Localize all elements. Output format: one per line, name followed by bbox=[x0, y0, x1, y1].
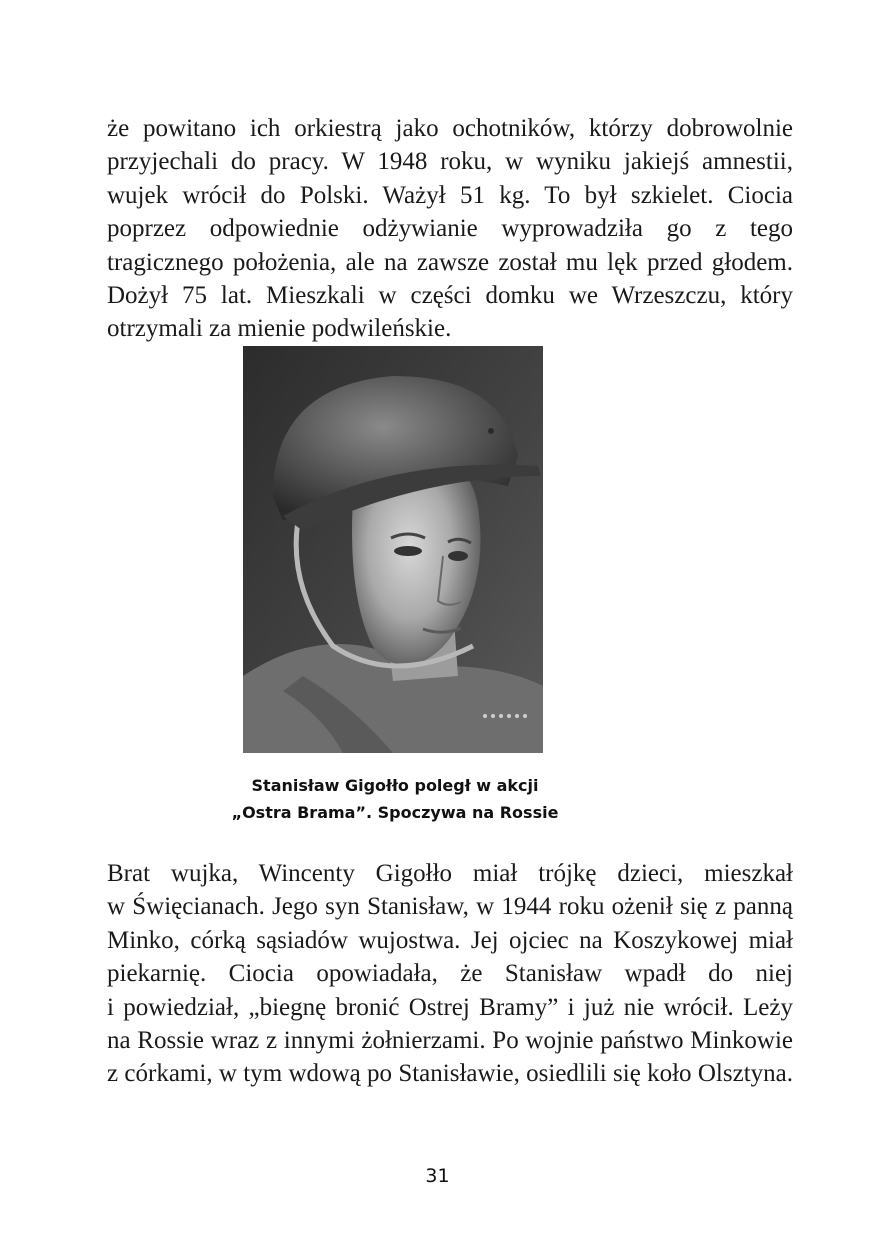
text-line: Brat wujka, Wincenty Gigołło miał trójkę dzieci, mieszkał bbox=[107, 860, 793, 887]
text-line: na Rossie wraz z innymi żołnierzami. Po wojnie państwo Minkowie bbox=[107, 1027, 793, 1055]
text-line: wujek wrócił do Polski. Ważył 51 kg. To był szkielet. Ciocia bbox=[107, 181, 793, 209]
text-line: i powiedział, „biegnę bronić Ostrej Bramy” i już nie wrócił. Leży bbox=[107, 993, 793, 1021]
page-number: 31 bbox=[425, 1165, 450, 1187]
text-line: piekarnię. Ciocia opowiadała, że Stanisław wpadł do niej bbox=[107, 960, 793, 988]
paragraph-top bbox=[107, 112, 793, 346]
caption-line-1: Stanisław Gigołło poległ w akcji bbox=[251, 776, 539, 795]
text-line: z córkami, w tym wdową po Stanisławie, osiedlili się koło Olsztyna. bbox=[107, 1060, 793, 1088]
paragraph-bottom bbox=[107, 857, 793, 1091]
photo-caption bbox=[200, 772, 590, 826]
text-line: Minko, córką sąsiadów wujostwa. Jej ojciec na Koszykowej miał bbox=[107, 926, 793, 954]
text-line: przyjechali do pracy. W 1948 roku, w wyniku jakiejś amnestii, bbox=[107, 148, 793, 176]
text-line: że powitano ich orkiestrą jako ochotników, którzy dobrowolnie bbox=[107, 115, 793, 142]
portrait-photo bbox=[243, 346, 543, 753]
text-line: w Święcianach. Jego syn Stanisław, w 1944 roku ożenił się z panną bbox=[107, 893, 793, 921]
text-line: Dożył 75 lat. Mieszkali w części domku we Wrzeszczu, który bbox=[107, 282, 793, 310]
text-line: otrzymali za mienie podwileńskie. bbox=[107, 315, 452, 343]
text-line: tragicznego położenia, ale na zawsze został mu lęk przed głodem. bbox=[107, 248, 793, 276]
text-line: poprzez odpowiednie odżywianie wyprowadziła go z tego bbox=[107, 215, 793, 243]
caption-line-2: „Ostra Brama”. Spoczywa na Rossie bbox=[231, 803, 559, 822]
soldier-portrait-image bbox=[243, 346, 543, 753]
